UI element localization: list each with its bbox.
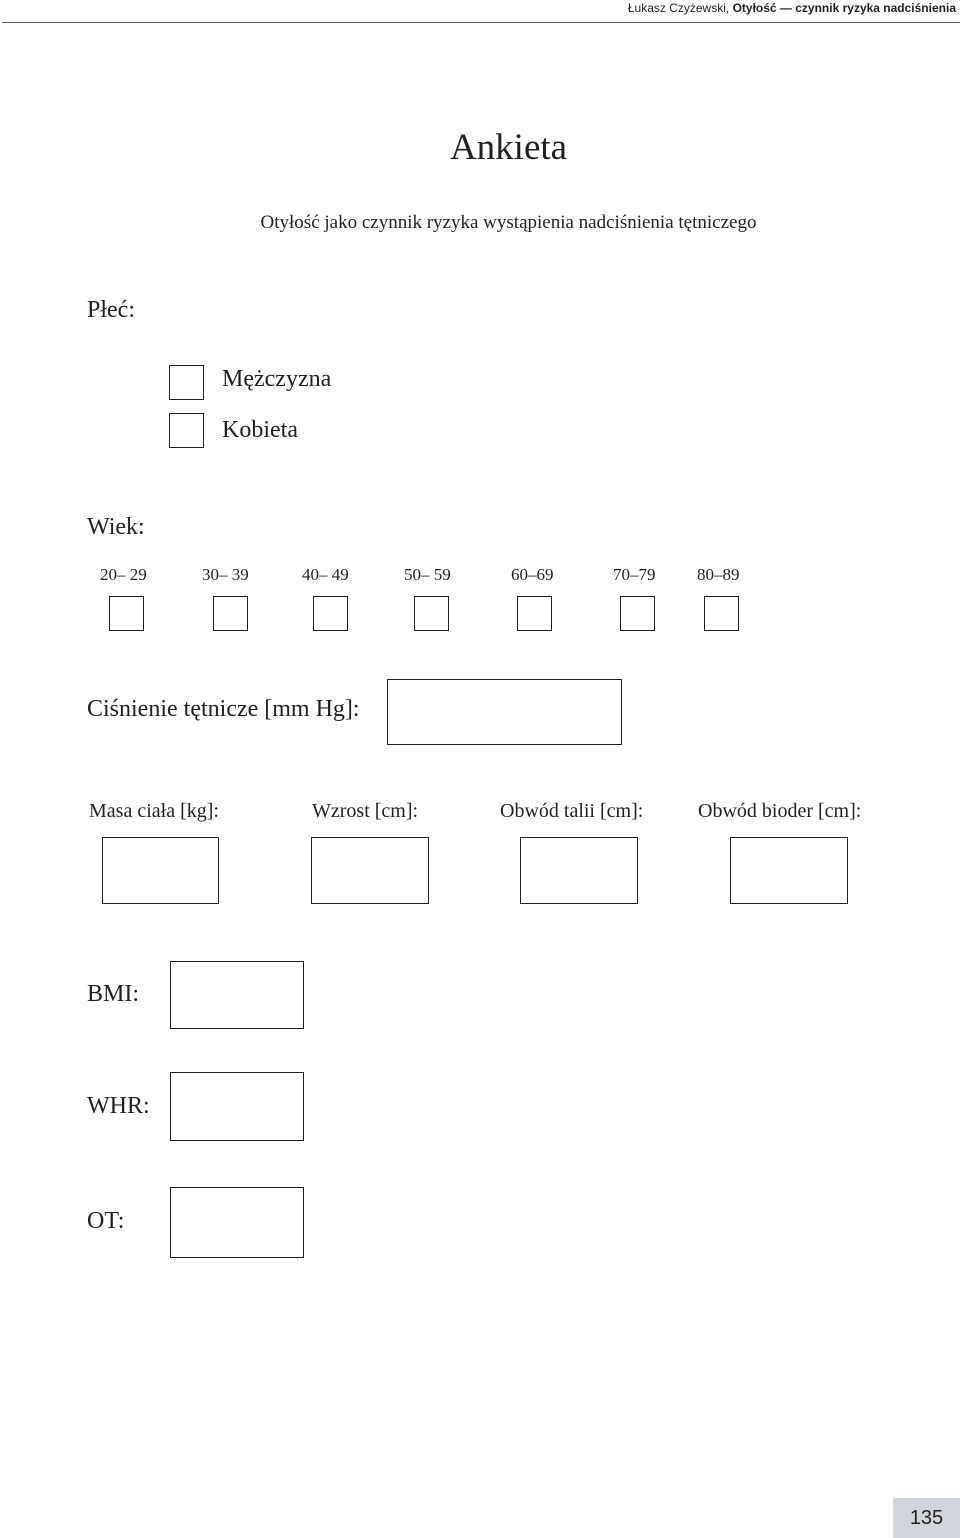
height-field[interactable] bbox=[311, 837, 429, 904]
checkbox-age-40-49[interactable] bbox=[313, 596, 348, 631]
blood-pressure-field[interactable] bbox=[387, 679, 622, 745]
running-head-author: Łukasz Czyżewski, bbox=[627, 1, 730, 15]
age-range-label: 40– 49 bbox=[302, 565, 349, 584]
checkbox-age-50-59[interactable] bbox=[414, 596, 449, 631]
whr-label: WHR: bbox=[87, 1093, 150, 1119]
whr-field[interactable] bbox=[170, 1072, 304, 1141]
age-range-label: 30– 39 bbox=[202, 565, 249, 584]
hip-circumference-field[interactable] bbox=[730, 837, 848, 904]
age-range-label: 80–89 bbox=[697, 565, 740, 584]
header-divider bbox=[2, 22, 960, 23]
age-range-label: 70–79 bbox=[613, 565, 656, 584]
age-range-label: 60–69 bbox=[511, 565, 554, 584]
checkbox-age-70-79[interactable] bbox=[620, 596, 655, 631]
age-label: Wiek: bbox=[87, 514, 145, 540]
body-mass-field[interactable] bbox=[102, 837, 219, 904]
option-male-label: Mężczyzna bbox=[222, 366, 332, 392]
checkbox-age-30-39[interactable] bbox=[213, 596, 248, 631]
running-head-title: Otyłość — czynnik ryzyka nadciśnienia bbox=[732, 1, 956, 15]
waist-circumference-label: Obwód talii [cm]: bbox=[500, 800, 644, 822]
option-female-label: Kobieta bbox=[222, 417, 298, 443]
ot-label: OT: bbox=[87, 1208, 125, 1234]
age-range-label: 50– 59 bbox=[404, 565, 451, 584]
blood-pressure-label: Ciśnienie tętnicze [mm Hg]: bbox=[87, 696, 360, 722]
checkbox-age-60-69[interactable] bbox=[517, 596, 552, 631]
checkbox-female[interactable] bbox=[169, 413, 204, 448]
hip-circumference-label: Obwód bioder [cm]: bbox=[698, 800, 862, 822]
body-mass-label: Masa ciała [kg]: bbox=[89, 800, 219, 822]
checkbox-male[interactable] bbox=[169, 365, 204, 400]
bmi-field[interactable] bbox=[170, 961, 304, 1029]
bmi-label: BMI: bbox=[87, 981, 140, 1007]
page-title: Ankieta bbox=[449, 127, 568, 168]
ot-field[interactable] bbox=[170, 1187, 304, 1258]
height-label: Wzrost [cm]: bbox=[312, 800, 419, 822]
sex-label: Płeć: bbox=[87, 297, 135, 323]
waist-circumference-field[interactable] bbox=[520, 837, 638, 904]
running-head bbox=[628, 1, 956, 15]
page-subtitle: Otyłość jako czynnik ryzyka wystąpienia nadciśnienia tętniczego bbox=[260, 212, 757, 233]
age-range-label: 20– 29 bbox=[100, 565, 147, 584]
page-number: 135 bbox=[893, 1498, 960, 1538]
checkbox-age-80-89[interactable] bbox=[704, 596, 739, 631]
checkbox-age-20-29[interactable] bbox=[109, 596, 144, 631]
